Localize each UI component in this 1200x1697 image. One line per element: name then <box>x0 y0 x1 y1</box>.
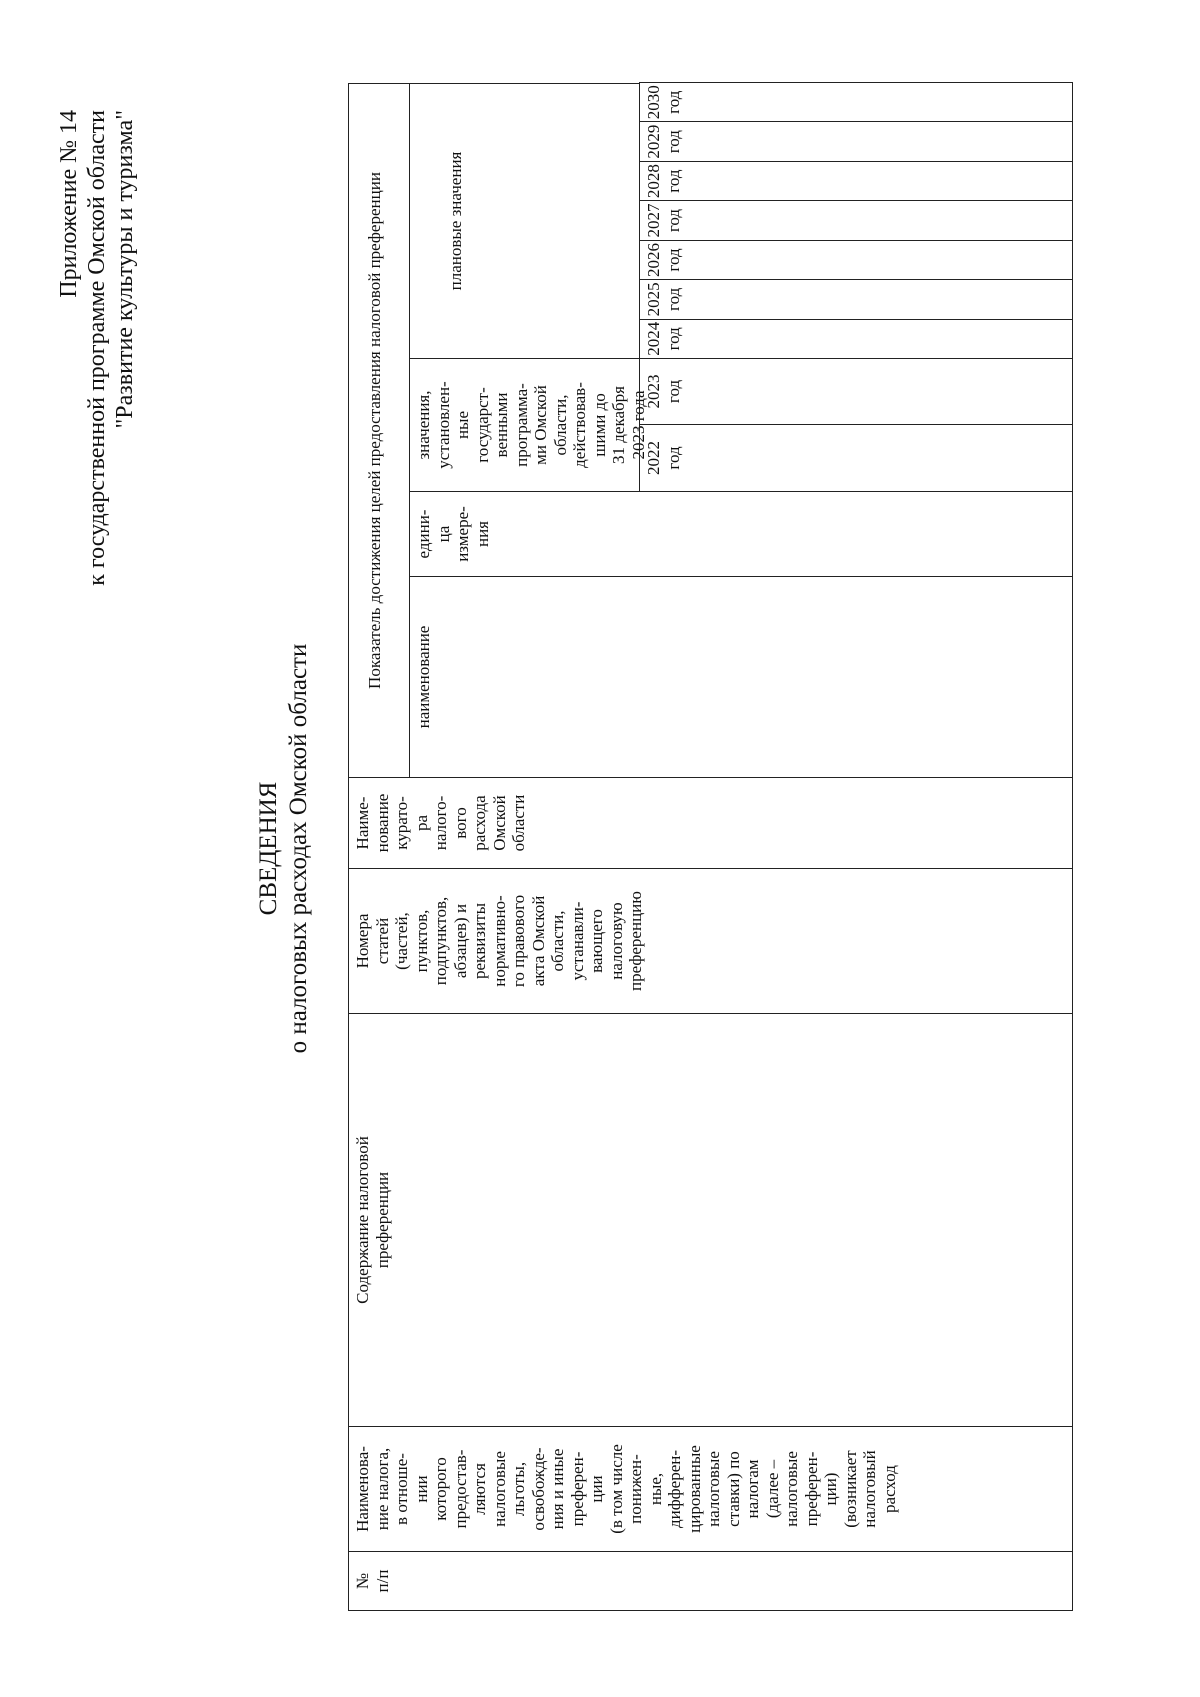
text-line: нормативно- <box>489 895 509 987</box>
header-year-2029 <box>639 121 1073 161</box>
text-line: 31 декабря <box>609 386 628 464</box>
header-indicator-name-label: наименование <box>414 625 433 729</box>
document-title: СВЕДЕНИЯ <box>255 781 282 916</box>
text-line: пунктов, <box>411 909 431 973</box>
text-line: 2023 года <box>628 390 648 460</box>
text-line: № <box>353 1572 372 1590</box>
text-line: области, <box>550 394 570 456</box>
text-line: освобожде- <box>528 1447 548 1531</box>
text-line: ставки) по <box>723 1451 743 1527</box>
text-line: Содержание налоговой <box>353 1136 372 1304</box>
text-line: предостав- <box>450 1449 470 1529</box>
year-value: 2030 <box>644 85 663 120</box>
year-unit: год <box>663 169 683 193</box>
header-planned-values <box>409 83 640 359</box>
text-line: нии <box>411 1475 431 1503</box>
text-line: действовав- <box>570 382 589 468</box>
year-unit: год <box>663 90 683 114</box>
year-unit: год <box>663 208 683 233</box>
text-line: Наименова- <box>353 1446 372 1532</box>
text-line: понижен- <box>626 1454 645 1524</box>
text-line: венными <box>492 392 511 458</box>
header-year-2024 <box>639 319 1073 359</box>
text-line: в отноше- <box>392 1453 411 1525</box>
text-line: курато- <box>392 796 411 850</box>
header-articles <box>348 868 1073 1014</box>
text-line: Наиме- <box>353 796 372 850</box>
header-indicator-label: Показатель достижения целей предоставления налоговой преференции <box>365 172 384 689</box>
header-year-2028 <box>639 161 1073 201</box>
header-year-2027 <box>639 200 1073 240</box>
text-line: программа- <box>511 383 531 467</box>
text-line: налоговый <box>860 1450 879 1528</box>
text-line: налоговые <box>704 1451 723 1527</box>
text-line: дифферен- <box>665 1449 684 1529</box>
tax-expenditure-table <box>348 83 1073 1611</box>
text-line: налого- <box>431 795 450 851</box>
year-unit: год <box>663 327 683 351</box>
text-line: ляются <box>470 1463 489 1515</box>
text-line: шими до <box>589 393 609 457</box>
text-line: реквизиты <box>470 902 489 980</box>
header-planned-values-label: плановые значения <box>446 151 465 291</box>
header-number <box>348 1551 1073 1611</box>
text-line: ные <box>453 410 472 440</box>
appendix-line-3: "Развитие культуры и туризма" <box>112 110 138 429</box>
text-line: (частей, <box>392 912 411 970</box>
text-line: установлен- <box>433 381 453 469</box>
header-year-2030 <box>639 82 1073 122</box>
text-line: налоговые <box>782 1451 801 1527</box>
text-line: (далее – <box>762 1459 782 1519</box>
text-line: п/п <box>372 1569 392 1593</box>
text-line: значения, <box>414 390 433 460</box>
year-value: 2026 <box>644 242 663 277</box>
text-line: преферен- <box>801 1451 821 1527</box>
text-line: области, <box>548 910 567 972</box>
text-line: государст- <box>472 387 492 463</box>
text-line: акта Омской <box>528 895 548 987</box>
text-line: налогам <box>743 1459 762 1519</box>
text-line: Номера <box>353 913 372 969</box>
text-line: Омской <box>489 795 509 851</box>
year-unit: год <box>663 446 683 470</box>
text-line: измере- <box>453 506 472 562</box>
header-preference-content <box>348 1013 1073 1427</box>
text-line: расхода <box>470 795 489 851</box>
text-line: го правового <box>509 894 528 988</box>
text-line: нование <box>372 793 392 853</box>
text-line: ния <box>472 521 492 548</box>
text-line: вающего <box>587 909 606 973</box>
text-line: ми Омской <box>531 385 550 465</box>
year-value: 2024 <box>644 321 663 356</box>
year-value: 2028 <box>644 164 663 199</box>
text-line: преференции <box>372 1171 392 1269</box>
text-line: налоговую <box>606 902 626 980</box>
year-value: 2022 <box>644 441 663 475</box>
text-line: абзацев) и <box>450 903 470 979</box>
year-value: 2023 <box>644 374 663 409</box>
text-line: налоговые <box>489 1451 509 1527</box>
text-line: преференцию <box>626 891 645 991</box>
text-line: области <box>509 794 528 852</box>
header-established-values <box>409 358 648 492</box>
document-subtitle: о налоговых расходах Омской области <box>285 643 312 1054</box>
header-tax-name <box>348 1426 1073 1552</box>
year-unit: год <box>663 379 683 404</box>
header-year-2025 <box>639 279 1073 319</box>
year-unit: год <box>663 130 683 154</box>
text-line: устанавли- <box>567 901 587 981</box>
text-line: цированные <box>684 1445 704 1533</box>
text-line: (в том числе <box>606 1444 626 1534</box>
year-value: 2027 <box>644 203 663 238</box>
text-line: которого <box>431 1457 450 1521</box>
appendix-line-1: Приложение № 14 <box>56 110 82 298</box>
header-year-2026 <box>639 240 1073 280</box>
text-line: вого <box>450 807 470 839</box>
header-indicator <box>348 83 410 778</box>
header-year-2023 <box>639 358 1073 425</box>
text-line: расход <box>879 1465 899 1513</box>
text-line: статей <box>372 917 392 965</box>
header-year-2022 <box>639 424 1073 492</box>
text-line: ния и иные <box>548 1448 567 1530</box>
year-value: 2025 <box>644 282 663 317</box>
text-line: (возникает <box>840 1450 860 1528</box>
text-line: ции) <box>821 1472 840 1506</box>
text-line: едини- <box>414 509 433 559</box>
header-indicator-name <box>409 576 1073 778</box>
text-line: подпунктов, <box>431 896 450 986</box>
text-line: ние налога, <box>372 1447 392 1531</box>
header-unit <box>409 491 1073 577</box>
text-line: ца <box>433 525 453 543</box>
text-line: ции <box>587 1475 606 1503</box>
header-curator <box>348 777 1073 869</box>
year-unit: год <box>663 248 683 272</box>
text-line: преферен- <box>567 1451 587 1527</box>
text-line: ра <box>411 814 431 832</box>
year-value: 2029 <box>644 124 663 159</box>
year-unit: год <box>663 287 683 311</box>
text-line: льготы, <box>509 1461 528 1517</box>
appendix-note <box>55 110 139 586</box>
appendix-line-2: к государственной программе Омской области <box>84 110 110 586</box>
text-line: ные, <box>645 1472 665 1506</box>
